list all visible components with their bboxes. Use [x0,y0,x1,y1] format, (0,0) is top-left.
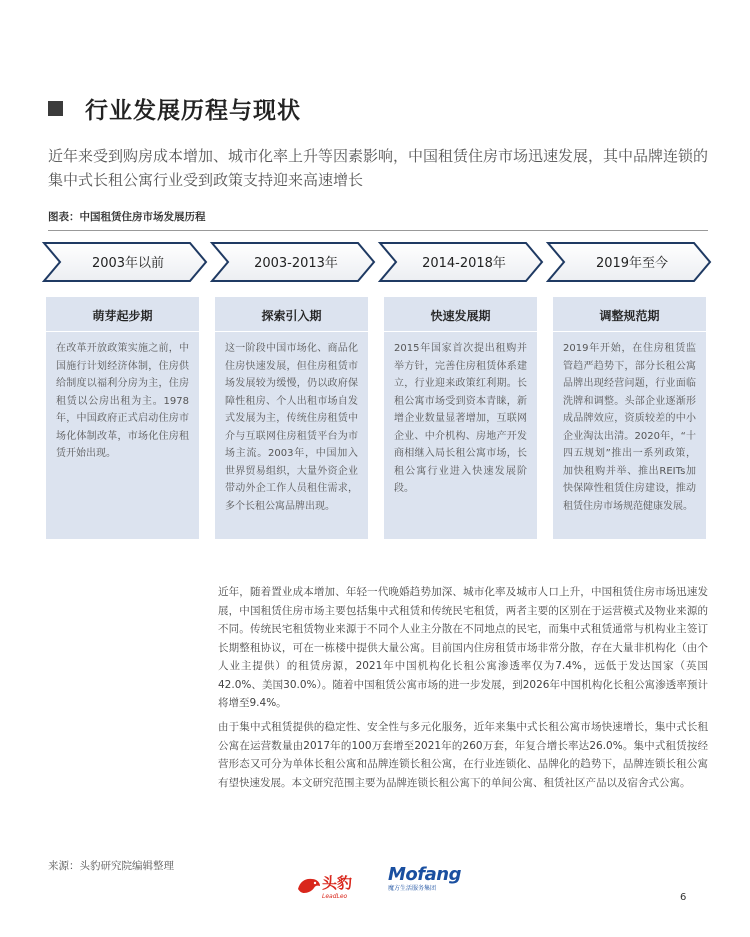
mofang-logo-subtext: 魔方生活服务集团 [388,885,437,892]
body-paragraph-2: 由于集中式租赁提供的稳定性、安全性与多元化服务，近年来集中式长租公寓市场快速增长，集中式长租公寓在运营数量由2017年的100万套增至2021年的260万套，年复合增长率达26.0%。集中式租赁按经营形态又可分为单体长租公寓和品牌连锁长租公寓，在行业连锁化、品牌化的趋势下，品牌连锁长租公寓有望快速发展。本文研究范围主要为品牌连锁长租公寓下的单间公寓、租赁社区产品以及宿舍式公寓。 [218,721,708,789]
timeline-chevron-3 [380,243,542,281]
stage-title: 萌芽起步期 [92,309,153,323]
stage-divider [46,331,199,332]
stage-description: 在改革开放政策实施之前，中国施行计划经济体制，住房供给制度以福利分房为主，住房租赁以公房出租为主。1978年，中国政府正式启动住房市场化体制改革，市场化住房租赁开始出现。 [56,343,189,459]
period-label-3: 2014-2018年 [422,256,506,271]
period-label-1: 2003年以前 [91,256,165,271]
leadleo-logo-text: 头豹 [322,874,353,892]
caption-divider [48,230,708,231]
title-row [48,92,301,125]
stage-divider [553,331,706,332]
source-note: 来源：头豹研究院编辑整理 [48,860,174,872]
stage-title: 探索引入期 [261,309,322,323]
title-bullet-icon [48,101,63,116]
stage-title: 快速发展期 [430,309,491,323]
timeline-chevron-1 [44,243,206,281]
mofang-logo [388,864,461,892]
stage-title: 调整规范期 [599,309,660,323]
stage-card-2 [215,297,368,539]
stage-description: 2015年国家首次提出租购并举方针，完善住房租赁体系建立，行业迎来政策红利期。长租公寓市场受到资本青睐，新增企业数量显著增加，互联网企业、中介机构、房地产开发商相继入局长租公寓市场，长租公寓行业进入快速发展阶段。 [394,343,527,494]
stage-description: 2019年开始，在住房租赁监管趋严趋势下，部分长租公寓品牌出现经营问题，行业面临洗牌和调整。头部企业逐渐形成品牌效应，资质较差的中小企业淘汰出清。2020年，“十四五规划”推出一系列政策，加快租购并举、推出REITs加快保障性租赁住房建设，推动租赁住房市场规范健康发展。 [563,343,696,512]
body-paragraph-1: 近年，随着置业成本增加、年轻一代晚婚趋势加深、城市化率及城市人口上升，中国租赁住房市场迅速发展，中国租赁住房市场主要包括集中式租赁和传统民宅租赁，两者主要的区别在于运营模式及物业来源的不同。传统民宅租赁物业来源于不同个人业主分散在不同地点的民宅，而集中式租赁通常与机构业主签订长期整租协议，可在一栋楼中提供大量公寓。目前国内住房租赁市场非常分散，存在大量非机构化（由个人业主提供）的租赁房源，2021年中国机构化长租公寓渗透率仅为7.4%，远低于发达国家（英国42.0%、美国30.0%）。随着中国租赁公寓市场的进一步发展，到2026年中国机构化长租公寓渗透率预计将增至9.4%。 [218,586,708,709]
stage-divider [215,331,368,332]
period-label-2: 2003-2013年 [254,256,338,271]
page-number: 6 [680,892,687,903]
leopard-icon [296,875,322,897]
stage-card-3 [384,297,537,539]
timeline-chevron-2 [212,243,374,281]
chart-caption: 图表：中国租赁住房市场发展历程 [48,211,206,223]
timeline-chevron-4 [548,243,710,281]
page-subtitle: 近年来受到购房成本增加、城市化率上升等因素影响，中国租赁住房市场迅速发展，其中品牌连锁的集中式长租公寓行业受到政策支持迎来高速增长 [48,147,709,189]
mofang-logo-text: Mofang [388,864,461,885]
page-title: 行业发展历程与现状 [85,98,301,124]
period-label-4: 2019年至今 [595,256,669,271]
stage-description: 这一阶段中国市场化、商品化住房快速发展，但住房租赁市场发展较为缓慢，仍以政府保障性租房、个人出租市场自发式发展为主，传统住房租赁中介与互联网住房租赁平台为市场主流。2003年，中国加入世界贸易组织，大量外资企业带动外企工作人员租住需求，多个长租公寓品牌出现。 [225,343,358,512]
stage-divider [384,331,537,332]
stage-card-1 [46,297,199,539]
leadleo-logo-subtext: LeadLeo [322,893,348,900]
timeline-arrows [40,240,720,284]
stage-card-4 [553,297,706,539]
leadleo-logo [296,872,352,900]
